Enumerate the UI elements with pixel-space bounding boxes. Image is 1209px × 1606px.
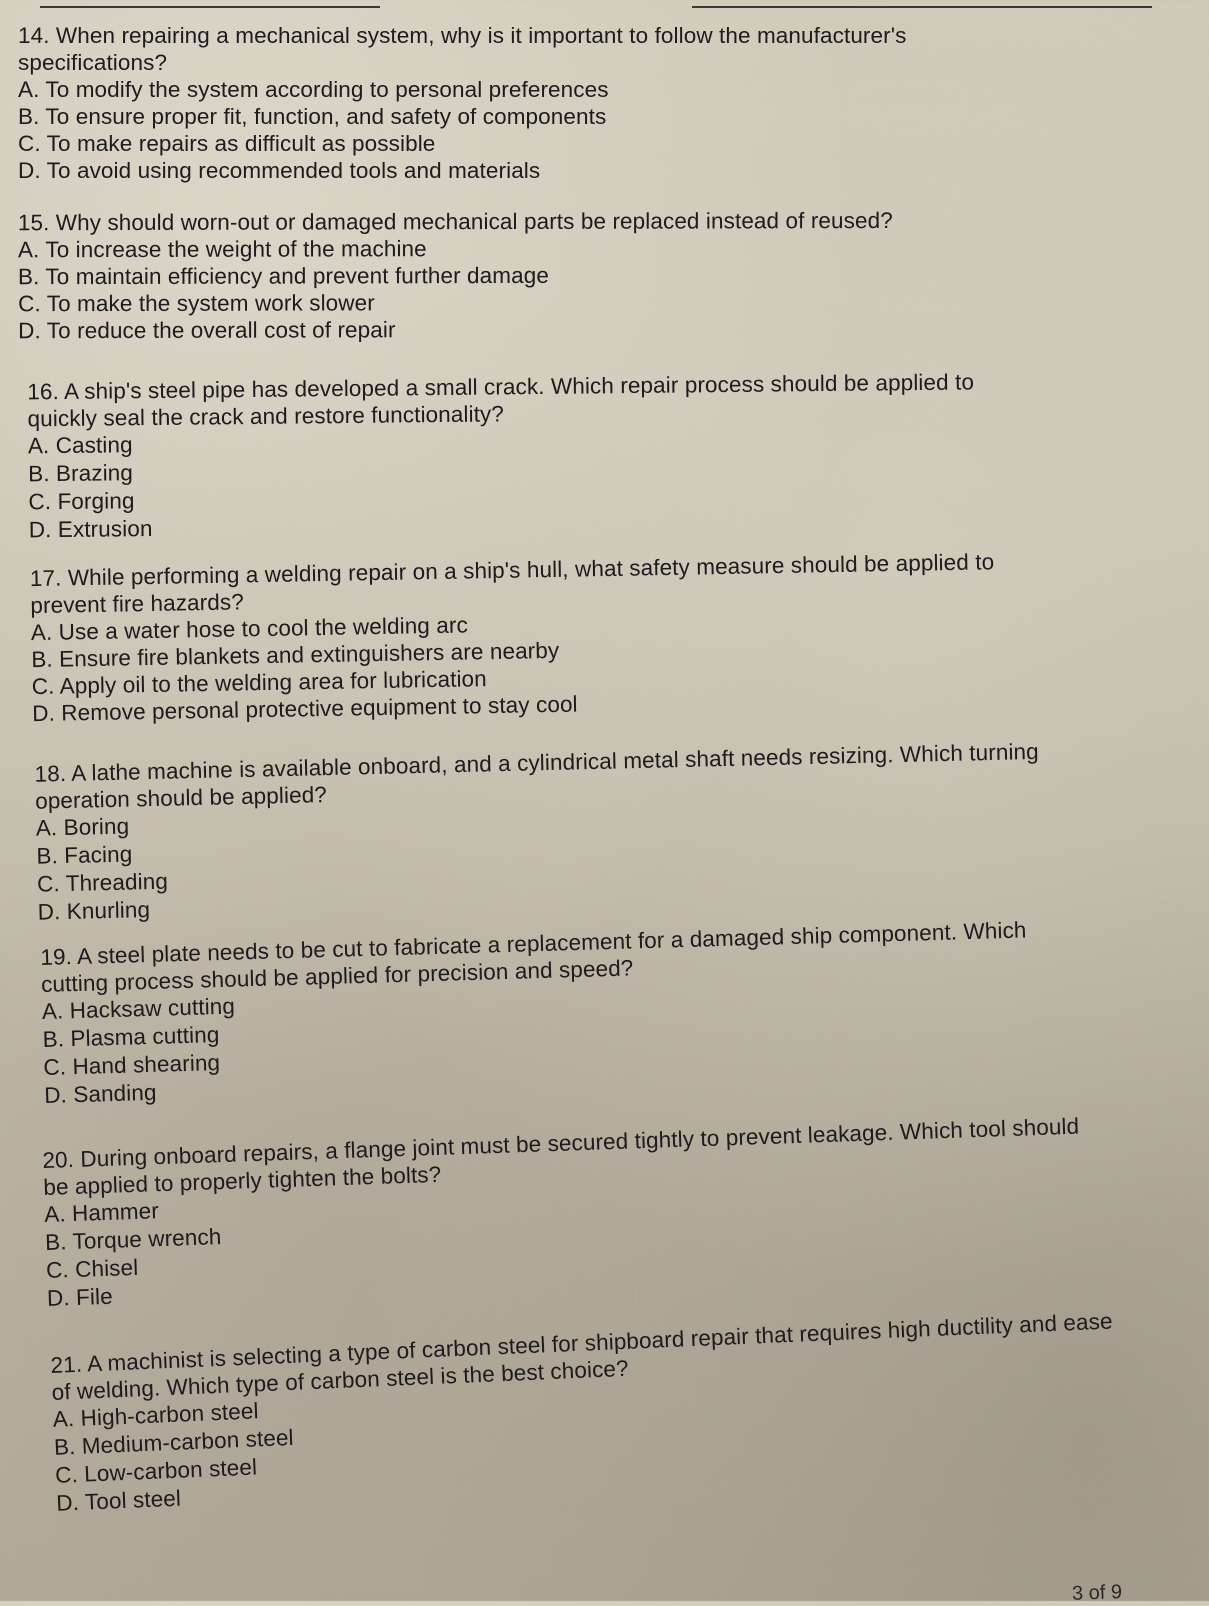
question-stem: 20. During onboard repairs, a flange joint must be secured tightly to prevent leakage. Which tool should be applied to properly tighten the bolts? — [42, 1113, 1080, 1200]
question-stem: 15. Why should worn-out or damaged mechanical parts be replaced instead of reused? — [17, 207, 893, 236]
question-stem: 19. A steel plate needs to be cut to fabricate a replacement for a damaged ship component. Which cutting process should be applied for precision and speed? — [40, 917, 1027, 997]
answer-option-a: A. To modify the system according to personal preferences — [18, 77, 609, 102]
answer-option-c: C. Forging — [28, 488, 135, 515]
answer-option-d: D. Knurling — [37, 897, 151, 925]
question-stem: 16. A ship's steel pipe has developed a small crack. Which repair process should be applied to quickly seal the crack and restore functionality? — [27, 369, 975, 432]
answer-option-a: A. Hammer — [43, 1198, 160, 1227]
page-number: 3 of 9 — [1071, 1581, 1123, 1605]
answer-option-c: C. To make repairs as difficult as possible — [18, 131, 436, 156]
answer-option-a: A. High-carbon steel — [52, 1398, 260, 1432]
answer-options — [18, 234, 978, 345]
answer-option-d: D. To avoid using recommended tools and materials — [18, 158, 541, 183]
answer-option-b: B. Torque wrench — [44, 1224, 222, 1255]
question-20 — [42, 1112, 1107, 1313]
answer-option-c: C. Threading — [36, 868, 169, 897]
answer-option-c: C. Low-carbon steel — [54, 1454, 258, 1488]
answer-options — [28, 422, 1049, 545]
answer-option-d: D. Remove personal protective equipment to stay cool — [32, 691, 578, 727]
answer-options — [35, 791, 1067, 926]
answer-option-c: C. Hand shearing — [43, 1050, 221, 1080]
answer-option-d: D. File — [46, 1283, 114, 1311]
answer-option-a: A. Hacksaw cutting — [41, 993, 236, 1024]
answer-option-b: B. Facing — [36, 841, 133, 869]
answer-option-a: A. Boring — [35, 813, 130, 841]
question-stem: 18. A lathe machine is available onboard, and a cylindrical metal shaft needs resizing. Which turning operation should be applied? — [34, 738, 1040, 814]
answer-option-b: B. To ensure proper fit, function, and safety of components — [18, 104, 607, 129]
question-14 — [18, 22, 978, 184]
question-17 — [30, 547, 1073, 727]
answer-options — [31, 601, 1073, 727]
question-stem: 21. A machinist is selecting a type of carbon steel for shipboard repair that requires high ductility and ease of welding. Which type of carbon steel is the best choice? — [50, 1308, 1114, 1405]
answer-option-a: A. Casting — [27, 432, 133, 459]
answer-option-c: C. Chisel — [45, 1254, 139, 1283]
answer-option-b: B. Plasma cutting — [42, 1022, 220, 1052]
answer-option-a: A. To increase the weight of the machine — [17, 236, 427, 263]
question-stem: 14. When repairing a mechanical system, why is it important to follow the manufacturer's specifications? — [18, 23, 907, 75]
answer-option-b: B. Ensure fire blankets and extinguishers are nearby — [31, 637, 560, 673]
answer-option-d: D. Extrusion — [28, 516, 153, 543]
answer-option-b: B. To maintain efficiency and prevent further damage — [17, 262, 549, 290]
question-16 — [27, 368, 1049, 545]
answer-options — [18, 76, 978, 184]
answer-option-d: D. Tool steel — [55, 1485, 182, 1516]
answer-option-b: B. Medium-carbon steel — [53, 1424, 295, 1460]
answer-option-c: C. To make the system work slower — [18, 290, 375, 317]
question-stem: 17. While performing a welding repair on a ship's hull, what safety measure should be applied to prevent fire hazards? — [29, 549, 995, 619]
question-21 — [50, 1307, 1126, 1518]
answer-option-d: D. To reduce the overall cost of repair — [18, 317, 396, 344]
answer-option-a: A. Use a water hose to cool the welding arc — [30, 612, 469, 646]
question-18 — [34, 737, 1068, 926]
answer-option-c: C. Apply oil to the welding area for lubrication — [31, 666, 487, 700]
question-19 — [40, 916, 1054, 1110]
answer-option-b: B. Brazing — [28, 460, 134, 487]
answer-option-d: D. Sanding — [43, 1079, 157, 1108]
question-15 — [18, 207, 978, 345]
